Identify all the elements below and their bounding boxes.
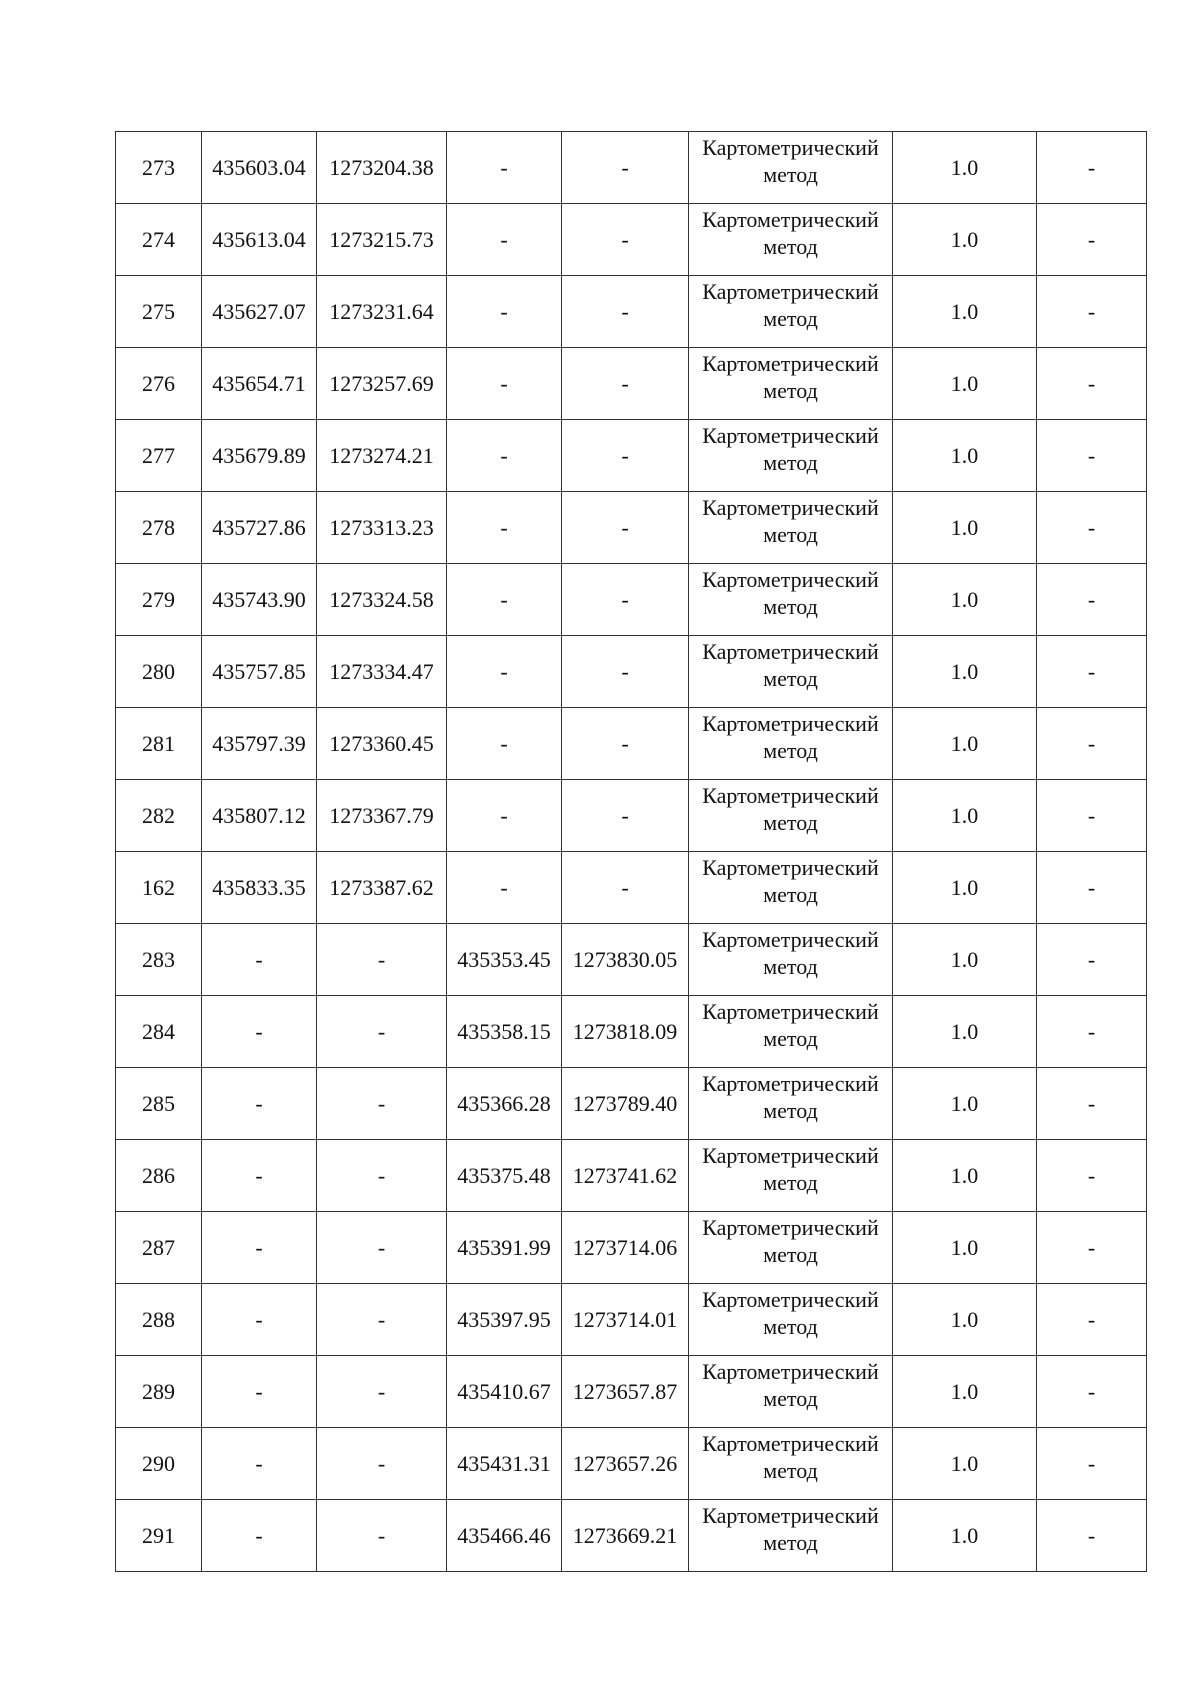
new-y-cell: - — [562, 636, 689, 708]
method-name-line1: Картометрический — [702, 207, 879, 232]
method-cell — [689, 204, 893, 276]
method-name-line2: метод — [763, 378, 818, 403]
point-number-cell: 288 — [116, 1284, 202, 1356]
point-number-cell: 276 — [116, 348, 202, 420]
method-cell — [689, 780, 893, 852]
method-name-line2: метод — [763, 522, 818, 547]
point-number-cell: 282 — [116, 780, 202, 852]
method-cell — [689, 996, 893, 1068]
description-cell: - — [1037, 780, 1147, 852]
existing-y-cell: - — [317, 1140, 447, 1212]
new-y-cell: 1273789.40 — [562, 1068, 689, 1140]
new-y-cell: 1273818.09 — [562, 996, 689, 1068]
new-y-cell: - — [562, 852, 689, 924]
method-cell — [689, 492, 893, 564]
existing-y-cell: 1273231.64 — [317, 276, 447, 348]
method-name-line1: Картометрический — [702, 1071, 879, 1096]
new-x-cell: 435366.28 — [447, 1068, 562, 1140]
new-x-cell: 435353.45 — [447, 924, 562, 996]
description-cell: - — [1037, 1500, 1147, 1572]
existing-x-cell: - — [202, 996, 317, 1068]
method-name-line1: Картометрический — [702, 711, 879, 736]
new-y-cell: 1273657.87 — [562, 1356, 689, 1428]
existing-x-cell: - — [202, 1356, 317, 1428]
new-x-cell: - — [447, 492, 562, 564]
existing-y-cell: - — [317, 996, 447, 1068]
method-cell — [689, 1500, 893, 1572]
table-row — [116, 132, 1147, 204]
accuracy-cell: 1.0 — [893, 348, 1037, 420]
method-cell — [689, 420, 893, 492]
new-x-cell: 435397.95 — [447, 1284, 562, 1356]
table-row — [116, 636, 1147, 708]
method-cell — [689, 636, 893, 708]
method-name-line1: Картометрический — [702, 1215, 879, 1240]
table-row — [116, 492, 1147, 564]
new-y-cell: - — [562, 276, 689, 348]
existing-x-cell: 435727.86 — [202, 492, 317, 564]
description-cell: - — [1037, 708, 1147, 780]
existing-x-cell: 435613.04 — [202, 204, 317, 276]
method-cell — [689, 1284, 893, 1356]
existing-y-cell: 1273274.21 — [317, 420, 447, 492]
description-cell: - — [1037, 276, 1147, 348]
point-number-cell: 283 — [116, 924, 202, 996]
point-number-cell: 162 — [116, 852, 202, 924]
existing-x-cell: - — [202, 1428, 317, 1500]
method-cell — [689, 1140, 893, 1212]
method-cell — [689, 1428, 893, 1500]
existing-y-cell: 1273324.58 — [317, 564, 447, 636]
new-y-cell: - — [562, 780, 689, 852]
method-name-line2: метод — [763, 162, 818, 187]
table-row — [116, 1068, 1147, 1140]
accuracy-cell: 1.0 — [893, 852, 1037, 924]
method-name-line1: Картометрический — [702, 639, 879, 664]
new-y-cell: - — [562, 348, 689, 420]
new-y-cell: 1273830.05 — [562, 924, 689, 996]
new-x-cell: - — [447, 420, 562, 492]
description-cell: - — [1037, 132, 1147, 204]
table-row — [116, 1428, 1147, 1500]
new-y-cell: 1273669.21 — [562, 1500, 689, 1572]
new-y-cell: 1273714.01 — [562, 1284, 689, 1356]
existing-y-cell: - — [317, 1068, 447, 1140]
method-name-line1: Картометрический — [702, 855, 879, 880]
method-name-line2: метод — [763, 1242, 818, 1267]
existing-y-cell: 1273334.47 — [317, 636, 447, 708]
method-name-line2: метод — [763, 882, 818, 907]
accuracy-cell: 1.0 — [893, 1428, 1037, 1500]
existing-y-cell: - — [317, 1356, 447, 1428]
description-cell: - — [1037, 492, 1147, 564]
accuracy-cell: 1.0 — [893, 636, 1037, 708]
description-cell: - — [1037, 204, 1147, 276]
accuracy-cell: 1.0 — [893, 780, 1037, 852]
table-row — [116, 276, 1147, 348]
accuracy-cell: 1.0 — [893, 996, 1037, 1068]
existing-y-cell: 1273257.69 — [317, 348, 447, 420]
method-name-line1: Картометрический — [702, 927, 879, 952]
method-cell — [689, 708, 893, 780]
point-number-cell: 279 — [116, 564, 202, 636]
new-y-cell: - — [562, 708, 689, 780]
new-x-cell: - — [447, 348, 562, 420]
table-row — [116, 1284, 1147, 1356]
existing-y-cell: - — [317, 1212, 447, 1284]
existing-x-cell: 435743.90 — [202, 564, 317, 636]
description-cell: - — [1037, 636, 1147, 708]
existing-y-cell: 1273313.23 — [317, 492, 447, 564]
description-cell: - — [1037, 564, 1147, 636]
method-name-line1: Картометрический — [702, 1143, 879, 1168]
accuracy-cell: 1.0 — [893, 708, 1037, 780]
point-number-cell: 281 — [116, 708, 202, 780]
method-name-line1: Картометрический — [702, 783, 879, 808]
description-cell: - — [1037, 1140, 1147, 1212]
method-cell — [689, 564, 893, 636]
existing-x-cell: - — [202, 1212, 317, 1284]
new-x-cell: 435466.46 — [447, 1500, 562, 1572]
description-cell: - — [1037, 996, 1147, 1068]
method-cell — [689, 1212, 893, 1284]
point-number-cell: 291 — [116, 1500, 202, 1572]
table-row — [116, 204, 1147, 276]
accuracy-cell: 1.0 — [893, 492, 1037, 564]
point-number-cell: 287 — [116, 1212, 202, 1284]
accuracy-cell: 1.0 — [893, 132, 1037, 204]
new-y-cell: - — [562, 132, 689, 204]
existing-x-cell: 435627.07 — [202, 276, 317, 348]
method-name-line2: метод — [763, 1530, 818, 1555]
description-cell: - — [1037, 1284, 1147, 1356]
table-body — [116, 132, 1147, 1572]
table-row — [116, 1356, 1147, 1428]
method-name-line1: Картометрический — [702, 495, 879, 520]
method-name-line2: метод — [763, 1098, 818, 1123]
new-x-cell: - — [447, 780, 562, 852]
point-number-cell: 275 — [116, 276, 202, 348]
method-name-line2: метод — [763, 666, 818, 691]
new-y-cell: 1273657.26 — [562, 1428, 689, 1500]
method-cell — [689, 348, 893, 420]
description-cell: - — [1037, 420, 1147, 492]
method-name-line2: метод — [763, 594, 818, 619]
new-x-cell: - — [447, 276, 562, 348]
accuracy-cell: 1.0 — [893, 1284, 1037, 1356]
point-number-cell: 274 — [116, 204, 202, 276]
existing-y-cell: - — [317, 924, 447, 996]
method-name-line2: метод — [763, 1026, 818, 1051]
method-name-line1: Картометрический — [702, 423, 879, 448]
new-x-cell: 435358.15 — [447, 996, 562, 1068]
new-x-cell: - — [447, 204, 562, 276]
method-name-line2: метод — [763, 810, 818, 835]
existing-x-cell: - — [202, 1500, 317, 1572]
method-name-line2: метод — [763, 306, 818, 331]
existing-y-cell: - — [317, 1428, 447, 1500]
method-cell — [689, 1356, 893, 1428]
description-cell: - — [1037, 348, 1147, 420]
accuracy-cell: 1.0 — [893, 924, 1037, 996]
existing-y-cell: 1273204.38 — [317, 132, 447, 204]
method-name-line1: Картометрический — [702, 135, 879, 160]
existing-x-cell: 435679.89 — [202, 420, 317, 492]
method-name-line1: Картометрический — [702, 999, 879, 1024]
method-cell — [689, 1068, 893, 1140]
point-number-cell: 285 — [116, 1068, 202, 1140]
description-cell: - — [1037, 924, 1147, 996]
new-y-cell: 1273741.62 — [562, 1140, 689, 1212]
table-row — [116, 996, 1147, 1068]
method-name-line1: Картометрический — [702, 351, 879, 376]
existing-x-cell: 435797.39 — [202, 708, 317, 780]
existing-x-cell: - — [202, 924, 317, 996]
accuracy-cell: 1.0 — [893, 1212, 1037, 1284]
new-y-cell: - — [562, 204, 689, 276]
method-cell — [689, 276, 893, 348]
accuracy-cell: 1.0 — [893, 204, 1037, 276]
existing-y-cell: - — [317, 1500, 447, 1572]
description-cell: - — [1037, 1428, 1147, 1500]
accuracy-cell: 1.0 — [893, 1356, 1037, 1428]
new-x-cell: - — [447, 852, 562, 924]
new-x-cell: 435391.99 — [447, 1212, 562, 1284]
description-cell: - — [1037, 1068, 1147, 1140]
table-row — [116, 1500, 1147, 1572]
table-row — [116, 924, 1147, 996]
point-number-cell: 277 — [116, 420, 202, 492]
method-name-line2: метод — [763, 1170, 818, 1195]
existing-x-cell: - — [202, 1068, 317, 1140]
new-x-cell: - — [447, 636, 562, 708]
existing-x-cell: 435807.12 — [202, 780, 317, 852]
point-number-cell: 284 — [116, 996, 202, 1068]
method-cell — [689, 132, 893, 204]
existing-x-cell: 435833.35 — [202, 852, 317, 924]
method-name-line1: Картометрический — [702, 567, 879, 592]
existing-x-cell: - — [202, 1284, 317, 1356]
new-x-cell: - — [447, 708, 562, 780]
accuracy-cell: 1.0 — [893, 564, 1037, 636]
existing-y-cell: 1273367.79 — [317, 780, 447, 852]
description-cell: - — [1037, 1212, 1147, 1284]
accuracy-cell: 1.0 — [893, 1140, 1037, 1212]
accuracy-cell: 1.0 — [893, 1068, 1037, 1140]
method-name-line1: Картометрический — [702, 1503, 879, 1528]
new-x-cell: 435375.48 — [447, 1140, 562, 1212]
point-number-cell: 289 — [116, 1356, 202, 1428]
method-name-line1: Картометрический — [702, 1287, 879, 1312]
table-row — [116, 852, 1147, 924]
method-name-line2: метод — [763, 954, 818, 979]
new-y-cell: - — [562, 564, 689, 636]
new-x-cell: 435410.67 — [447, 1356, 562, 1428]
method-name-line1: Картометрический — [702, 1359, 879, 1384]
point-number-cell: 290 — [116, 1428, 202, 1500]
table-row — [116, 564, 1147, 636]
method-name-line2: метод — [763, 1314, 818, 1339]
method-name-line2: метод — [763, 738, 818, 763]
existing-x-cell: 435654.71 — [202, 348, 317, 420]
existing-x-cell: 435603.04 — [202, 132, 317, 204]
method-name-line1: Картометрический — [702, 1431, 879, 1456]
description-cell: - — [1037, 1356, 1147, 1428]
method-name-line1: Картометрический — [702, 279, 879, 304]
accuracy-cell: 1.0 — [893, 276, 1037, 348]
new-x-cell: - — [447, 132, 562, 204]
table-row — [116, 1140, 1147, 1212]
method-name-line2: метод — [763, 234, 818, 259]
accuracy-cell: 1.0 — [893, 1500, 1037, 1572]
table-row — [116, 420, 1147, 492]
table-row — [116, 348, 1147, 420]
existing-y-cell: - — [317, 1284, 447, 1356]
coordinates-table — [115, 131, 1147, 1572]
table-row — [116, 780, 1147, 852]
new-y-cell: 1273714.06 — [562, 1212, 689, 1284]
point-number-cell: 280 — [116, 636, 202, 708]
table-row — [116, 1212, 1147, 1284]
description-cell: - — [1037, 852, 1147, 924]
method-name-line2: метод — [763, 1386, 818, 1411]
new-x-cell: 435431.31 — [447, 1428, 562, 1500]
point-number-cell: 278 — [116, 492, 202, 564]
existing-y-cell: 1273360.45 — [317, 708, 447, 780]
new-y-cell: - — [562, 492, 689, 564]
method-cell — [689, 924, 893, 996]
existing-y-cell: 1273215.73 — [317, 204, 447, 276]
method-name-line2: метод — [763, 450, 818, 475]
accuracy-cell: 1.0 — [893, 420, 1037, 492]
method-cell — [689, 852, 893, 924]
method-name-line2: метод — [763, 1458, 818, 1483]
new-y-cell: - — [562, 420, 689, 492]
table-row — [116, 708, 1147, 780]
point-number-cell: 286 — [116, 1140, 202, 1212]
point-number-cell: 273 — [116, 132, 202, 204]
new-x-cell: - — [447, 564, 562, 636]
existing-y-cell: 1273387.62 — [317, 852, 447, 924]
existing-x-cell: 435757.85 — [202, 636, 317, 708]
existing-x-cell: - — [202, 1140, 317, 1212]
